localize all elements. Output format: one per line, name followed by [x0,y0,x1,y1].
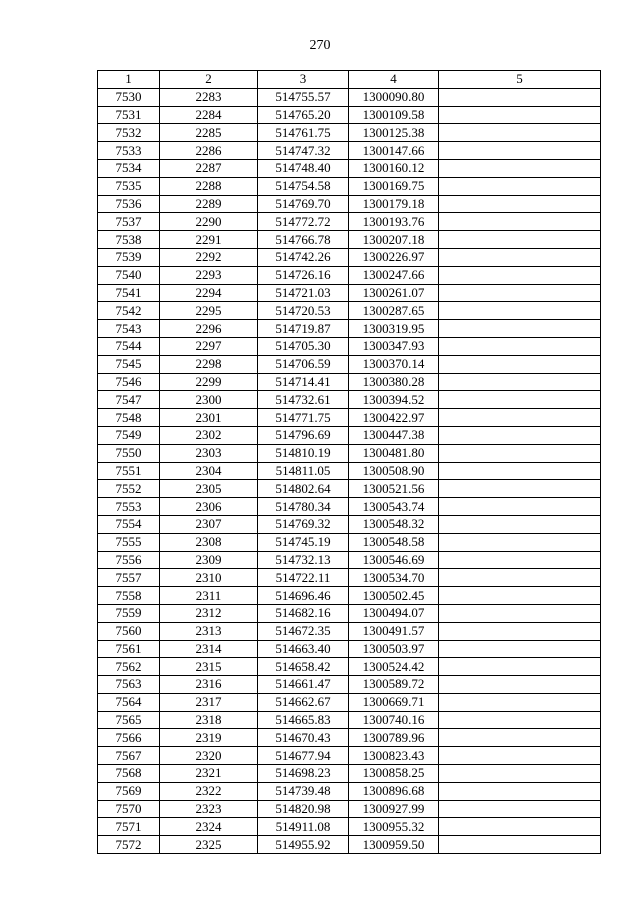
x-coordinate-cell: 514698.23 [258,765,349,783]
note-cell [439,391,601,409]
header-row [98,71,601,89]
table-row [98,88,601,106]
point-number-cell: 7559 [98,604,160,622]
station-number-cell: 2291 [160,231,258,249]
y-coordinate-cell: 1300422.97 [349,409,439,427]
x-coordinate-cell: 514780.34 [258,498,349,516]
point-number-cell: 7560 [98,622,160,640]
station-number-cell: 2289 [160,195,258,213]
point-number-cell: 7541 [98,284,160,302]
note-cell [439,676,601,694]
y-coordinate-cell: 1300548.58 [349,533,439,551]
note-cell [439,177,601,195]
table-row [98,622,601,640]
table-row [98,604,601,622]
note-cell [439,658,601,676]
note-cell [439,88,601,106]
point-number-cell: 7571 [98,818,160,836]
note-cell [439,266,601,284]
x-coordinate-cell: 514682.16 [258,604,349,622]
point-number-cell: 7552 [98,480,160,498]
station-number-cell: 2307 [160,515,258,533]
note-cell [439,747,601,765]
x-coordinate-cell: 514665.83 [258,711,349,729]
note-cell [439,836,601,854]
table-row [98,782,601,800]
y-coordinate-cell: 1300521.56 [349,480,439,498]
station-number-cell: 2324 [160,818,258,836]
station-number-cell: 2317 [160,693,258,711]
x-coordinate-cell: 514714.41 [258,373,349,391]
point-number-cell: 7565 [98,711,160,729]
x-coordinate-cell: 514721.03 [258,284,349,302]
point-number-cell: 7564 [98,693,160,711]
y-coordinate-cell: 1300481.80 [349,444,439,462]
table-row [98,355,601,373]
point-number-cell: 7568 [98,765,160,783]
table-row [98,213,601,231]
x-coordinate-cell: 514705.30 [258,337,349,355]
note-cell [439,444,601,462]
y-coordinate-cell: 1300193.76 [349,213,439,231]
point-number-cell: 7554 [98,515,160,533]
note-cell [439,284,601,302]
station-number-cell: 2293 [160,266,258,284]
table-row [98,765,601,783]
y-coordinate-cell: 1300261.07 [349,284,439,302]
station-number-cell: 2321 [160,765,258,783]
y-coordinate-cell: 1300494.07 [349,604,439,622]
y-coordinate-cell: 1300508.90 [349,462,439,480]
y-coordinate-cell: 1300789.96 [349,729,439,747]
note-cell [439,498,601,516]
x-coordinate-cell: 514796.69 [258,426,349,444]
column-header-5: 5 [439,71,601,89]
table-row [98,231,601,249]
point-number-cell: 7549 [98,426,160,444]
point-number-cell: 7535 [98,177,160,195]
table-row [98,248,601,266]
x-coordinate-cell: 514726.16 [258,266,349,284]
x-coordinate-cell: 514748.40 [258,159,349,177]
x-coordinate-cell: 514911.08 [258,818,349,836]
table-row [98,266,601,284]
x-coordinate-cell: 514772.72 [258,213,349,231]
note-cell [439,195,601,213]
point-number-cell: 7544 [98,337,160,355]
table-row [98,337,601,355]
coordinates-table [97,70,601,854]
station-number-cell: 2320 [160,747,258,765]
note-cell [439,515,601,533]
note-cell [439,569,601,587]
point-number-cell: 7567 [98,747,160,765]
point-number-cell: 7550 [98,444,160,462]
point-number-cell: 7539 [98,248,160,266]
table-row [98,533,601,551]
table-row [98,284,601,302]
y-coordinate-cell: 1300147.66 [349,142,439,160]
station-number-cell: 2325 [160,836,258,854]
y-coordinate-cell: 1300896.68 [349,782,439,800]
note-cell [439,782,601,800]
note-cell [439,409,601,427]
x-coordinate-cell: 514696.46 [258,587,349,605]
note-cell [439,302,601,320]
table-header [98,71,601,89]
station-number-cell: 2290 [160,213,258,231]
station-number-cell: 2297 [160,337,258,355]
point-number-cell: 7531 [98,106,160,124]
station-number-cell: 2283 [160,88,258,106]
note-cell [439,729,601,747]
y-coordinate-cell: 1300169.75 [349,177,439,195]
x-coordinate-cell: 514732.61 [258,391,349,409]
y-coordinate-cell: 1300546.69 [349,551,439,569]
note-cell [439,533,601,551]
station-number-cell: 2310 [160,569,258,587]
x-coordinate-cell: 514732.13 [258,551,349,569]
table-row [98,640,601,658]
note-cell [439,142,601,160]
x-coordinate-cell: 514810.19 [258,444,349,462]
station-number-cell: 2313 [160,622,258,640]
point-number-cell: 7536 [98,195,160,213]
page-number: 270 [309,38,331,53]
table-row [98,195,601,213]
station-number-cell: 2284 [160,106,258,124]
station-number-cell: 2286 [160,142,258,160]
point-number-cell: 7562 [98,658,160,676]
station-number-cell: 2311 [160,587,258,605]
x-coordinate-cell: 514662.67 [258,693,349,711]
note-cell [439,818,601,836]
x-coordinate-cell: 514670.43 [258,729,349,747]
x-coordinate-cell: 514754.58 [258,177,349,195]
y-coordinate-cell: 1300125.38 [349,124,439,142]
point-number-cell: 7557 [98,569,160,587]
point-number-cell: 7547 [98,391,160,409]
y-coordinate-cell: 1300955.32 [349,818,439,836]
table-row [98,320,601,338]
x-coordinate-cell: 514677.94 [258,747,349,765]
table-row [98,836,601,854]
station-number-cell: 2287 [160,159,258,177]
note-cell [439,693,601,711]
y-coordinate-cell: 1300524.42 [349,658,439,676]
x-coordinate-cell: 514769.32 [258,515,349,533]
station-number-cell: 2316 [160,676,258,694]
y-coordinate-cell: 1300090.80 [349,88,439,106]
table-row [98,444,601,462]
note-cell [439,640,601,658]
table-row [98,426,601,444]
x-coordinate-cell: 514661.47 [258,676,349,694]
point-number-cell: 7556 [98,551,160,569]
station-number-cell: 2308 [160,533,258,551]
note-cell [439,800,601,818]
point-number-cell: 7538 [98,231,160,249]
station-number-cell: 2295 [160,302,258,320]
x-coordinate-cell: 514719.87 [258,320,349,338]
point-number-cell: 7558 [98,587,160,605]
station-number-cell: 2301 [160,409,258,427]
station-number-cell: 2306 [160,498,258,516]
table-row [98,818,601,836]
table-row [98,106,601,124]
y-coordinate-cell: 1300319.95 [349,320,439,338]
station-number-cell: 2315 [160,658,258,676]
table-row [98,462,601,480]
y-coordinate-cell: 1300669.71 [349,693,439,711]
station-number-cell: 2294 [160,284,258,302]
note-cell [439,604,601,622]
station-number-cell: 2299 [160,373,258,391]
note-cell [439,462,601,480]
station-number-cell: 2288 [160,177,258,195]
point-number-cell: 7561 [98,640,160,658]
station-number-cell: 2322 [160,782,258,800]
x-coordinate-cell: 514720.53 [258,302,349,320]
x-coordinate-cell: 514742.26 [258,248,349,266]
x-coordinate-cell: 514739.48 [258,782,349,800]
y-coordinate-cell: 1300959.50 [349,836,439,854]
y-coordinate-cell: 1300179.18 [349,195,439,213]
x-coordinate-cell: 514955.92 [258,836,349,854]
point-number-cell: 7543 [98,320,160,338]
table-row [98,159,601,177]
x-coordinate-cell: 514745.19 [258,533,349,551]
table-row [98,302,601,320]
y-coordinate-cell: 1300534.70 [349,569,439,587]
y-coordinate-cell: 1300207.18 [349,231,439,249]
note-cell [439,248,601,266]
station-number-cell: 2309 [160,551,258,569]
note-cell [439,426,601,444]
point-number-cell: 7530 [98,88,160,106]
table-row [98,800,601,818]
station-number-cell: 2305 [160,480,258,498]
table-row [98,177,601,195]
x-coordinate-cell: 514755.57 [258,88,349,106]
station-number-cell: 2314 [160,640,258,658]
point-number-cell: 7563 [98,676,160,694]
point-number-cell: 7566 [98,729,160,747]
x-coordinate-cell: 514766.78 [258,231,349,249]
point-number-cell: 7545 [98,355,160,373]
point-number-cell: 7570 [98,800,160,818]
note-cell [439,337,601,355]
y-coordinate-cell: 1300491.57 [349,622,439,640]
x-coordinate-cell: 514820.98 [258,800,349,818]
note-cell [439,320,601,338]
column-header-4: 4 [349,71,439,89]
y-coordinate-cell: 1300823.43 [349,747,439,765]
x-coordinate-cell: 514761.75 [258,124,349,142]
table-row [98,676,601,694]
y-coordinate-cell: 1300858.25 [349,765,439,783]
table-row [98,587,601,605]
x-coordinate-cell: 514771.75 [258,409,349,427]
station-number-cell: 2303 [160,444,258,462]
note-cell [439,480,601,498]
station-number-cell: 2285 [160,124,258,142]
column-header-1: 1 [98,71,160,89]
y-coordinate-cell: 1300380.28 [349,373,439,391]
point-number-cell: 7540 [98,266,160,284]
point-number-cell: 7569 [98,782,160,800]
x-coordinate-cell: 514811.05 [258,462,349,480]
y-coordinate-cell: 1300226.97 [349,248,439,266]
note-cell [439,373,601,391]
y-coordinate-cell: 1300502.45 [349,587,439,605]
table-row [98,551,601,569]
point-number-cell: 7533 [98,142,160,160]
x-coordinate-cell: 514765.20 [258,106,349,124]
table-row [98,480,601,498]
station-number-cell: 2296 [160,320,258,338]
x-coordinate-cell: 514706.59 [258,355,349,373]
y-coordinate-cell: 1300503.97 [349,640,439,658]
x-coordinate-cell: 514802.64 [258,480,349,498]
table-row [98,373,601,391]
x-coordinate-cell: 514769.70 [258,195,349,213]
y-coordinate-cell: 1300543.74 [349,498,439,516]
table-row [98,498,601,516]
table-row [98,711,601,729]
table-body [98,88,601,853]
y-coordinate-cell: 1300740.16 [349,711,439,729]
y-coordinate-cell: 1300927.99 [349,800,439,818]
point-number-cell: 7532 [98,124,160,142]
point-number-cell: 7548 [98,409,160,427]
x-coordinate-cell: 514672.35 [258,622,349,640]
table-row [98,693,601,711]
note-cell [439,106,601,124]
note-cell [439,551,601,569]
point-number-cell: 7537 [98,213,160,231]
y-coordinate-cell: 1300160.12 [349,159,439,177]
x-coordinate-cell: 514747.32 [258,142,349,160]
x-coordinate-cell: 514663.40 [258,640,349,658]
station-number-cell: 2318 [160,711,258,729]
table-row [98,391,601,409]
station-number-cell: 2292 [160,248,258,266]
table-row [98,409,601,427]
table-row [98,747,601,765]
table-row [98,569,601,587]
note-cell [439,355,601,373]
note-cell [439,765,601,783]
point-number-cell: 7572 [98,836,160,854]
point-number-cell: 7551 [98,462,160,480]
y-coordinate-cell: 1300548.32 [349,515,439,533]
x-coordinate-cell: 514658.42 [258,658,349,676]
table-row [98,515,601,533]
note-cell [439,159,601,177]
y-coordinate-cell: 1300370.14 [349,355,439,373]
point-number-cell: 7555 [98,533,160,551]
station-number-cell: 2298 [160,355,258,373]
point-number-cell: 7553 [98,498,160,516]
y-coordinate-cell: 1300247.66 [349,266,439,284]
note-cell [439,124,601,142]
note-cell [439,711,601,729]
station-number-cell: 2319 [160,729,258,747]
table-row [98,124,601,142]
station-number-cell: 2300 [160,391,258,409]
station-number-cell: 2302 [160,426,258,444]
column-header-3: 3 [258,71,349,89]
station-number-cell: 2312 [160,604,258,622]
station-number-cell: 2323 [160,800,258,818]
table-row [98,729,601,747]
y-coordinate-cell: 1300589.72 [349,676,439,694]
table-row [98,142,601,160]
note-cell [439,213,601,231]
note-cell [439,587,601,605]
column-header-2: 2 [160,71,258,89]
station-number-cell: 2304 [160,462,258,480]
note-cell [439,231,601,249]
point-number-cell: 7546 [98,373,160,391]
x-coordinate-cell: 514722.11 [258,569,349,587]
y-coordinate-cell: 1300109.58 [349,106,439,124]
y-coordinate-cell: 1300287.65 [349,302,439,320]
point-number-cell: 7542 [98,302,160,320]
y-coordinate-cell: 1300347.93 [349,337,439,355]
note-cell [439,622,601,640]
point-number-cell: 7534 [98,159,160,177]
y-coordinate-cell: 1300447.38 [349,426,439,444]
y-coordinate-cell: 1300394.52 [349,391,439,409]
table-row [98,658,601,676]
